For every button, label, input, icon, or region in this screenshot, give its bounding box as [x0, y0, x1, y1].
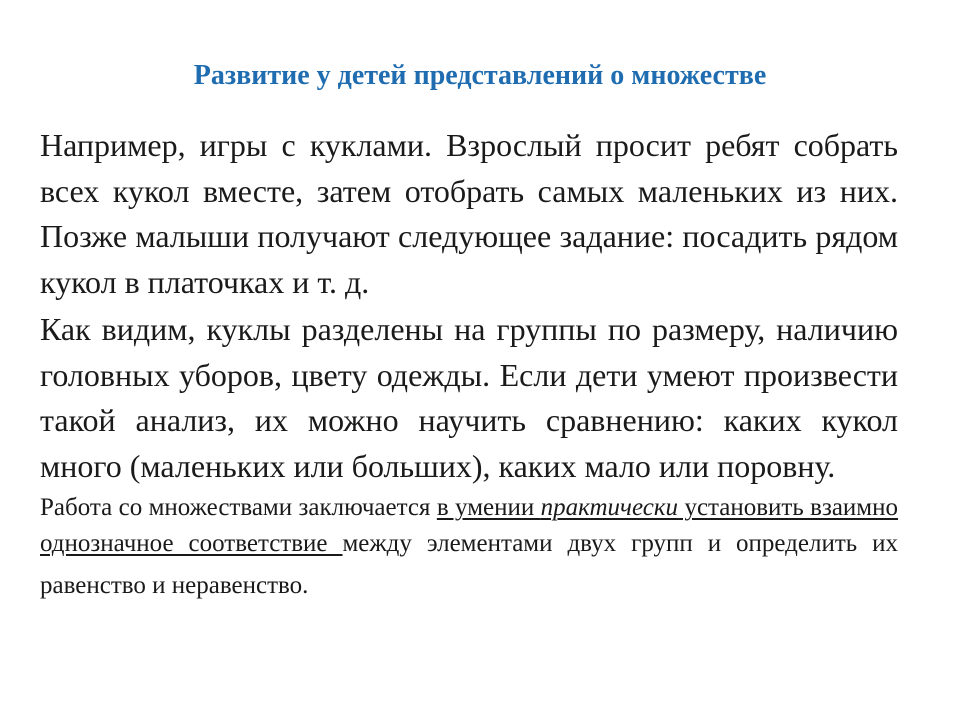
underlined-text-b: установить взаимно однозначное соответствие — [40, 494, 898, 557]
slide-body — [40, 120, 898, 604]
paragraph-dolls-example: Например, игры с куклами. Взрослый просит ребят собрать всех кукол вместе, затем отобрать самых маленьких из них. Позже малыши получают следующее задание: посадить рядом кукол в платочках и т. д. — [40, 127, 898, 300]
sets-intro-text: Работа со множествами заключается — [40, 494, 437, 521]
sets-last-word: неравенство. — [171, 572, 309, 599]
italic-practically: практически — [540, 494, 679, 521]
underlined-text-a: в умении — [436, 494, 541, 521]
sets-rest-text: между элементами двух групп и определить их равенство и — [40, 530, 898, 599]
slide-title: Развитие у детей представлений о множестве — [193, 60, 767, 91]
paragraph-sets-work — [40, 490, 898, 604]
paragraph-groups-analysis: Как видим, куклы разделены на группы по размеру, наличию головных уборов, цвету одежды. Если дети умеют произвести такой анализ, их можно научить сравнению: каких кукол много (маленьких или больших), каких мало или поровну. — [40, 311, 898, 484]
